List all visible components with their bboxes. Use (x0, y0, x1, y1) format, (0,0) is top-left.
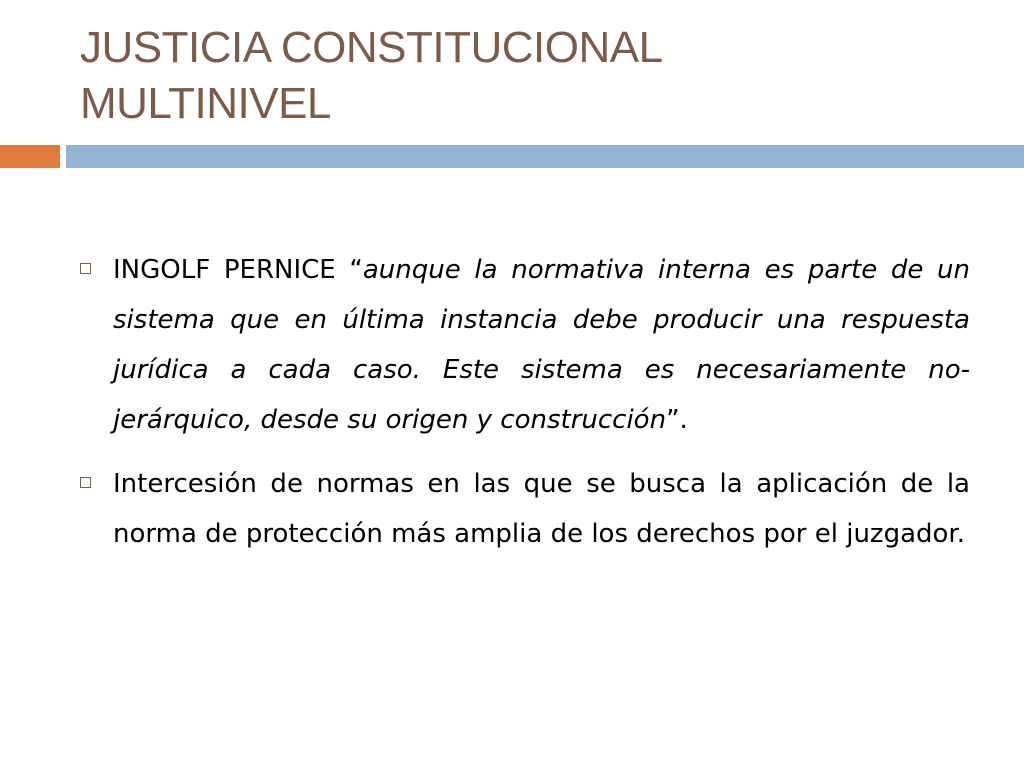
list-item (80, 245, 970, 445)
square-bullet-icon (80, 477, 91, 488)
list-item (80, 459, 970, 559)
quote-text: aunque la normativa interna es parte de un sistema que en última instancia debe producir una respuesta jurídica a cada caso. Este sistema es necesariamente no-jerárquico, desde su origen y construcción (113, 255, 971, 435)
accent-bar-orange (0, 145, 60, 168)
quote-close: ”. (666, 405, 688, 435)
bullet-text-intercesion: Intercesión de normas en las que se busca la aplicación de la norma de protección más amplia de los derechos por el juzgador. (113, 469, 970, 549)
slide-title-line-1: JUSTICIA CONSTITUCIONAL (80, 23, 663, 72)
bullet-text-pernice-quote (113, 245, 970, 445)
square-bullet-icon (80, 263, 91, 274)
bullet-list (80, 245, 970, 573)
slide-title-line-2: MULTINIVEL (80, 79, 331, 128)
slide-title (80, 20, 980, 132)
quote-author: INGOLF PERNICE “ (113, 255, 363, 285)
accent-bar-blue (66, 145, 1024, 168)
